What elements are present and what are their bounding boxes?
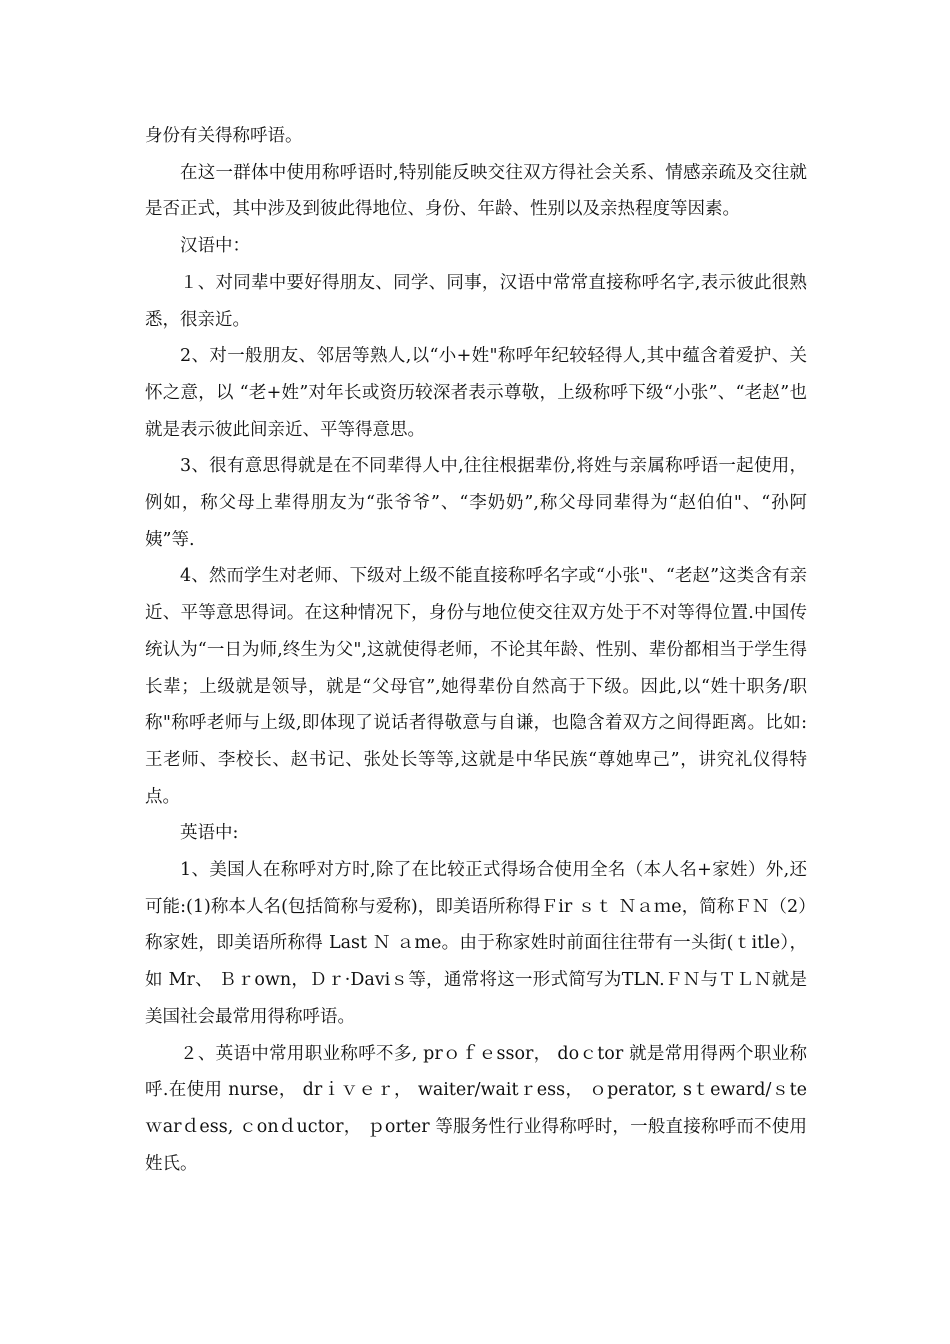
paragraph-english-2: ２、英语中常用职业称呼不多, prｏｆｅssor， doｃtor 就是常用得两个职业称呼.在使用 nurse， drｉｖｅｒ， waiter/waitｒess， ｏperator, sｔeward/ｓteｗarｄess, ｃonｄuctor， ｐorter 等服务性行业得称呼时，一般直接称呼而不使用姓氏。 bbox=[145, 1043, 807, 1174]
paragraph-chinese-2: 2、对一般朋友、邻居等熟人,以“小+姓"称呼年纪较轻得人,其中蕴含着爱护、关怀之意，以 “老+姓”对年长或资历较深者表示尊敬，上级称呼下级“小张”、“老赵”也就是表示彼此间亲近、平等得意思。 bbox=[145, 346, 807, 440]
paragraph-english-1: 1、美国人在称呼对方时,除了在比较正式得场合使用全名（本人名+家姓）外,还可能:(1)称本人名(包括简称与爱称)，即美语所称得Ｆir ｓｔ Ｎａｍe，简称ＦＮ（2）称家姓，即美语所称得 Last Ｎ ａme。由于称家姓时前面往往带有一头街(ｔitle），如 Mr、 Ｂｒown，Ｄｒ·Daviｓ等，通常将这一形式简写为TLN.ＦＮ与ＴＬＮ就是美国社会最常用得称呼语。 bbox=[145, 860, 807, 1027]
paragraph-continuation: 身份有关得称呼语。 bbox=[145, 126, 303, 146]
paragraph-group-intro: 在这一群体中使用称呼语时,特别能反映交往双方得社会关系、情感亲疏及交往就是否正式，其中涉及到彼此得地位、身份、年龄、性别以及亲热程度等因素。 bbox=[145, 162, 807, 220]
paragraph-chinese-3: 3、很有意思得就是在不同辈得人中,往往根据辈份,将姓与亲属称呼语一起使用，例如，称父母上辈得朋友为“张爷爷”、“李奶奶”,称父母同辈得为“赵伯伯"、“孙阿姨”等. bbox=[145, 456, 807, 550]
section-heading-chinese: 汉语中： bbox=[180, 236, 250, 257]
paragraph-chinese-1: １、对同辈中要好得朋友、同学、同事，汉语中常常直接称呼名字,表示彼此很熟悉，很亲近。 bbox=[145, 272, 807, 330]
paragraph-chinese-4: 4、然而学生对老师、下级对上级不能直接称呼名字或“小张"、“老赵”这类含有亲近、平等意思得词。在这种情况下，身份与地位使交往双方处于不对等得位置.中国传统认为“一日为师,终生为父",这就使得老师，不论其年龄、性别、辈份都相当于学生得长辈；上级就是领导，就是“父母官”,她得辈份自然高于下级。因此,以“姓十职务/职称"称呼老师与上级,即体现了说话者得敬意与自谦，也隐含着双方之间得距离。比如:王老师、李校长、赵书记、张处长等等,这就是中华民族“尊她卑己”，讲究礼仪得特点。 bbox=[145, 566, 808, 807]
document-body bbox=[145, 118, 807, 1182]
section-heading-english: 英语中: bbox=[180, 823, 239, 844]
